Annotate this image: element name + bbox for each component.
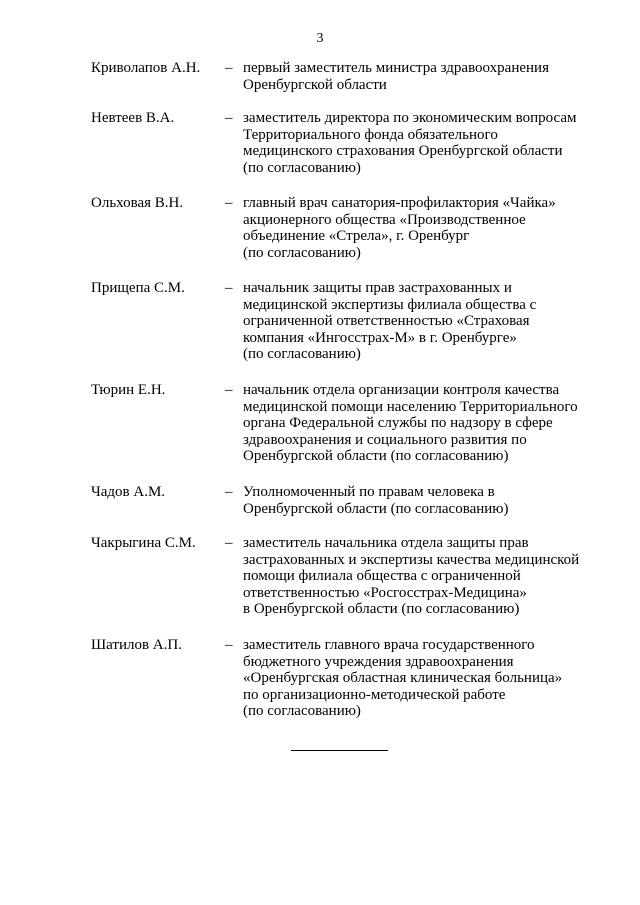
member-name: Прищепа С.М.	[91, 280, 185, 296]
position-line: по организационно-методической работе	[243, 686, 506, 703]
dash-separator: –	[225, 637, 233, 653]
dash-separator: –	[225, 535, 233, 551]
position-line: бюджетного учреждения здравоохранения	[243, 653, 514, 670]
member-position	[243, 110, 588, 176]
position-line: объединение «Стрела», г. Оренбург	[243, 228, 470, 244]
position-line: (по согласованию)	[243, 703, 361, 719]
member-name: Невтеев В.А.	[91, 110, 175, 126]
position-line: заместитель главного врача государственного	[243, 637, 535, 653]
position-line: главный врач санатория-профилактория «Чайка»	[243, 195, 556, 211]
member-position	[243, 484, 588, 517]
position-line: медицинского страхования Оренбургской области	[243, 143, 563, 159]
member-position	[243, 60, 588, 93]
position-line: Оренбургской области	[243, 76, 387, 93]
member-position	[243, 637, 588, 720]
position-line: (по согласованию)	[243, 159, 361, 176]
member-name: Шатилов А.П.	[91, 637, 182, 653]
member-name: Чакрыгина С.М.	[91, 535, 196, 551]
end-divider-line	[291, 750, 388, 751]
position-line: застрахованных и экспертизы качества медицинской	[243, 551, 580, 568]
position-line: медицинской экспертизы филиала общества с	[243, 296, 537, 313]
position-line: Уполномоченный по правам человека в	[243, 484, 495, 500]
dash-separator: –	[225, 110, 233, 126]
position-line: Оренбургской области (по согласованию)	[243, 500, 509, 517]
position-line: органа Федеральной службы по надзору в сфере	[243, 415, 553, 431]
dash-separator: –	[225, 382, 233, 398]
dash-separator: –	[225, 280, 233, 296]
member-name: Ольховая В.Н.	[91, 195, 184, 211]
position-line: ответственностью «Росгосстрах-Медицина»	[243, 584, 527, 601]
dash-separator: –	[225, 195, 233, 211]
position-line: акционерного общества «Производственное	[243, 211, 526, 228]
position-line: компания «Ингосстрах-М» в г. Оренбурге»	[243, 329, 517, 346]
position-line: (по согласованию)	[243, 244, 361, 261]
position-line: медицинской помощи населению Территориального	[243, 398, 578, 415]
member-position	[243, 280, 588, 363]
dash-separator: –	[225, 60, 233, 76]
member-position	[243, 195, 588, 261]
position-line: заместитель начальника отдела защиты прав	[243, 535, 529, 551]
dash-separator: –	[225, 484, 233, 500]
page-number: 3	[316, 31, 324, 46]
member-position	[243, 382, 588, 465]
member-name: Криволапов А.Н.	[91, 60, 201, 76]
position-line: Оренбургской области (по согласованию)	[243, 448, 509, 464]
position-line: первый заместитель министра здравоохранения	[243, 60, 549, 76]
position-line: «Оренбургская областная клиническая больница»	[243, 670, 563, 686]
position-line: ограниченной ответственностью «Страховая	[243, 313, 530, 329]
position-line: начальник отдела организации контроля качества	[243, 382, 560, 398]
position-line: заместитель директора по экономическим вопросам	[243, 110, 577, 126]
position-line: помощи филиала общества с ограниченной	[243, 568, 521, 584]
position-line: Территориального фонда обязательного	[243, 126, 498, 143]
position-line: (по согласованию)	[243, 346, 361, 362]
position-line: здравоохранения и социального развития по	[243, 431, 527, 448]
position-line: в Оренбургской области (по согласованию)	[243, 601, 520, 617]
member-name: Чадов А.М.	[91, 484, 166, 500]
member-position	[243, 535, 588, 618]
member-name: Тюрин Е.Н.	[91, 382, 166, 398]
position-line: начальник защиты прав застрахованных и	[243, 280, 512, 296]
